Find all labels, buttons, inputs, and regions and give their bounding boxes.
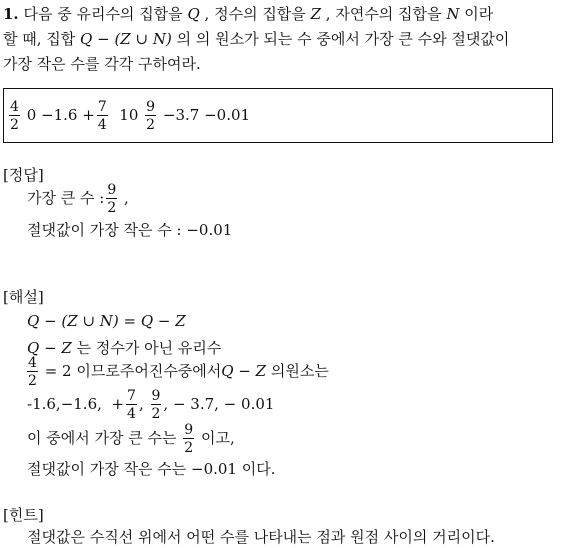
fraction: $\frac{9}{2}$ (151, 388, 161, 422)
fraction: $\frac{4}{2}$ (10, 99, 19, 133)
answer-value: −0.01 (186, 221, 233, 239)
math-expression: Q − (Z ∪ N) (80, 30, 172, 48)
answer-line-2 (27, 219, 232, 240)
math-expression: Q − Z (221, 362, 267, 380)
answer-value: −0.01 (191, 460, 237, 478)
punctuation: , (138, 395, 144, 413)
answer-label: 가장 큰 수 : (27, 189, 105, 207)
math-symbol: N (446, 5, 460, 23)
answer-line-1 (27, 183, 129, 215)
solution-line-2 (27, 337, 221, 358)
solution-text: 이 중에서 가장 큰 수는 (27, 429, 177, 447)
solution-text: = 2 (44, 362, 72, 380)
solution-text: 이므로주어진수중에서 (76, 362, 222, 380)
solution-text: 이다. (241, 460, 276, 478)
solution-line-4 (27, 389, 274, 421)
math-symbol: Q (187, 5, 200, 23)
problem-text: 의 의 원소가 되는 수 중에서 가장 큰 수와 절댓값이 (176, 30, 510, 48)
problem-line-3 (3, 53, 201, 74)
problem-text: 할 때, 집합 (3, 30, 76, 48)
number-item: −3.7 (162, 106, 200, 124)
solution-text: 의원소는 (270, 362, 329, 380)
hint-text: 절댓값은 수직선 위에서 어떤 수를 나타내는 점과 원점 사이의 거리이다. (27, 528, 495, 546)
fraction: $\frac{9}{2}$ (184, 422, 194, 456)
problem-text: 이라 (464, 5, 494, 23)
math-expression: Q − Z (27, 339, 72, 357)
solution-line-3 (25, 356, 329, 388)
fraction: $\frac{7}{4}$ (127, 388, 136, 422)
math-symbol: Z (310, 5, 322, 23)
fraction: $\frac{9}{2}$ (107, 182, 117, 216)
solution-text: , − 3.7, − 0.01 (163, 395, 275, 413)
fraction: $\frac{7}{4}$ (97, 99, 107, 133)
number-list (7, 100, 250, 132)
problem-line-1 (3, 3, 493, 24)
solution-text: 절댓값이 가장 작은 수는 (27, 460, 187, 478)
solution-line-6 (27, 458, 276, 479)
problem-number: 1. (3, 5, 19, 23)
solution-line-1 (27, 312, 186, 330)
math-expression: Q − (Z ∪ N) = Q − Z (27, 312, 186, 330)
problem-text: 다음 중 유리수의 집합을 (23, 5, 183, 23)
fraction: $\frac{9}{2}$ (146, 99, 156, 133)
problem-text: 가장 작은 수를 각각 구하여라. (3, 55, 201, 73)
fraction: $\frac{4}{2}$ (28, 355, 37, 389)
number-item: −0.01 (204, 106, 251, 124)
hint-header: [힌트] (3, 506, 44, 524)
number-item: 10 (119, 106, 139, 124)
solution-text: 이고, (200, 429, 235, 447)
problem-text: , 정수의 집합을 (204, 5, 306, 23)
answer-label: 절댓값이 가장 작은 수 : (27, 221, 182, 239)
sign: + (111, 395, 125, 413)
solution-line-5 (27, 423, 235, 455)
solution-text: 는 정수가 아닌 유리수 (76, 339, 222, 357)
problem-line-2 (3, 28, 509, 49)
number-item: −1.6 (41, 106, 78, 124)
answer-header: [정답] (3, 166, 44, 184)
punctuation: , (124, 189, 129, 207)
solution-header: [해설] (3, 288, 44, 306)
solution-text: -1.6,−1.6, (27, 395, 102, 413)
problem-text: , 자연수의 집합을 (325, 5, 442, 23)
sign: + (82, 106, 95, 124)
number-item: 0 (26, 106, 37, 124)
